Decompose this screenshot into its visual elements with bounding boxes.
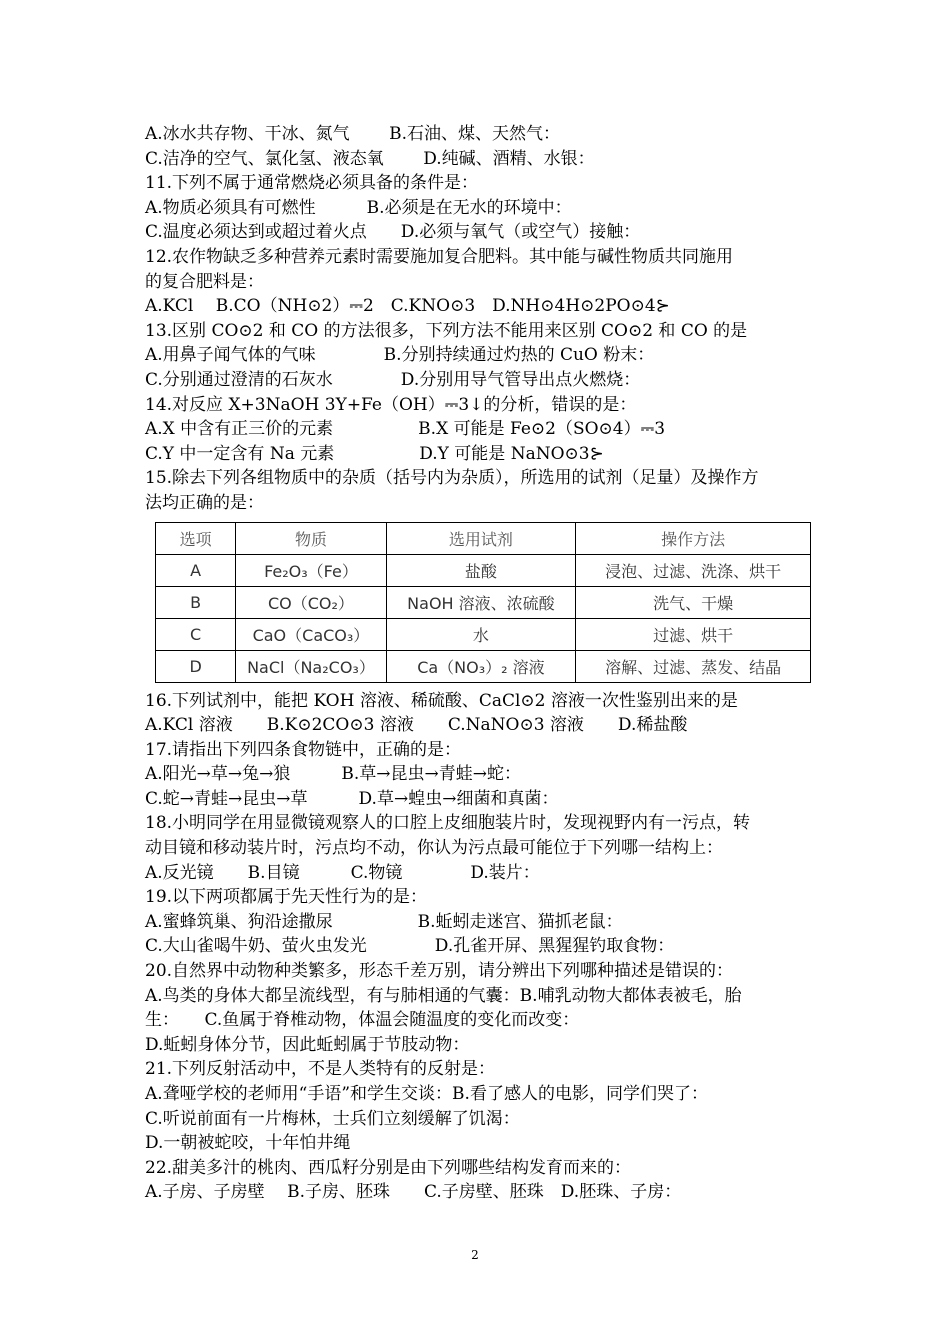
table-cell: B [156,586,236,618]
table-row [156,554,811,586]
text-line: A.鸟类的身体大都呈流线型，有与肺相通的气囊：B.哺乳动物大都体表被毛，胎 [145,985,742,1006]
text-line: 17.请指出下列四条食物链中，正确的是： [145,739,462,760]
text-line: C.大山雀喝牛奶、萤火虫发光 D.孔雀开屏、黑猩猩钓取食物： [145,936,675,957]
text-line: A.聋哑学校的老师用“手语”和学生交谈：B.看了感人的电影，同学们哭了： [145,1084,708,1104]
table-cell: 过滤、烘干 [576,618,811,650]
text-line: C.温度必须达到或超过着火点 D.必须与氧气（或空气）接触： [145,222,641,243]
text-line: 20.自然界中动物种类繁多，形态千差万别，请分辨出下列哪种描述是错误的： [145,961,734,982]
table-header-cell: 操作方法 [576,522,811,554]
text-line: 22.甜美多汁的桃肉、西瓜籽分别是由下列哪些结构发育而来的： [145,1157,632,1178]
text-line: A.用鼻子闻气体的气味 B.分别持续通过灼热的 CuO 粉末： [145,345,655,366]
table-header-cell: 物质 [236,522,386,554]
text-line: A.阳光→草→兔→狼 B.草→昆虫→青蛙→蛇： [145,764,522,785]
table-cell: NaOH 溶液、浓硫酸 [386,586,576,618]
text-line: 21.下列反射活动中，不是人类特有的反射是： [145,1059,496,1080]
text-line: C.分别通过澄清的石灰水 D.分别用导气管导出点火燃烧： [145,369,641,390]
table-cell: CaO（CaCO₃） [236,618,386,650]
table-header-row [156,522,811,554]
table-cell: 浸泡、过滤、洗涤、烘干 [576,554,811,586]
table-cell: 水 [386,618,576,650]
table-header-cell: 选项 [156,522,236,554]
table-header-cell: 选用试剂 [386,522,576,554]
text-line: A.子房、子房壁 B.子房、胚珠 C.子房壁、胚珠 D.胚珠、子房： [145,1182,682,1203]
text-line: 14.对反应 X+3NaOH 3Y+Fe（OH）⎓3↓的分析，错误的是： [145,394,637,415]
text-line: 11.下列不属于通常燃烧必须具备的条件是： [145,173,479,194]
text-line: 15.除去下列各组物质中的杂质（括号内为杂质），所选用的试剂（足量）及操作方 [145,468,759,489]
text-line: 13.区别 CO⊙2 和 CO 的方法很多，下列方法不能用来区别 CO⊙2 和 CO 的是 [145,320,748,341]
text-line: C.听说前面有一片梅林，士兵们立刻缓解了饥渴： [145,1108,520,1129]
text-line: D.一朝被蛇咬，十年怕井绳 [145,1133,351,1154]
document-content [145,122,815,1205]
table-cell: Ca（NO₃）₂ 溶液 [386,650,576,682]
text-line: D.蚯蚓身体分节，因此蚯蚓属于节肢动物： [145,1034,470,1055]
text-line: 生： C.鱼属于脊椎动物，体温会随温度的变化而改变： [145,1010,580,1031]
text-line: A.冰水共存物、干冰、氮气 B.石油、煤、天然气： [145,124,560,144]
text-line: C.蛇→青蛙→昆虫→草 D.草→蝗虫→细菌和真菌： [145,788,559,809]
text-line: 12.农作物缺乏多种营养元素时需要施加复合肥料。其中能与碱性物质共同施用 [145,246,734,267]
table-cell: 洗气、干燥 [576,586,811,618]
text-line: A.KCl 溶液 B.K⊙2CO⊙3 溶液 C.NaNO⊙3 溶液 D.稀盐酸 [145,715,688,736]
table-cell: A [156,554,236,586]
table-cell: C [156,618,236,650]
table-row [156,586,811,618]
table-cell: D [156,650,236,682]
text-line: A.蜜蜂筑巢、狗沿途撒尿 B.蚯蚓走迷宫、猫抓老鼠： [145,911,623,932]
text-line: C.Y 中一定含有 Na 元素 D.Y 可能是 NaNO⊙3⊱ [145,443,604,464]
text-line: A.物质必须具有可燃性 B.必须是在无水的环境中： [145,197,572,218]
text-line: C.洁净的空气、氯化氢、液态氧 D.纯碱、酒精、水银： [145,148,595,169]
table-row [156,618,811,650]
text-line: 18.小明同学在用显微镜观察人的口腔上皮细胞装片时，发现视野内有一污点，转 [145,813,751,834]
page-number: 2 [471,1248,479,1262]
text-line: 法均正确的是： [145,492,264,513]
text-line: 动目镜和移动装片时，污点均不动，你认为污点最可能位于下列哪一结构上： [145,838,723,859]
text-line: 16.下列试剂中，能把 KOH 溶液、稀硫酸、CaCl⊙2 溶液一次性鉴别出来的是 [145,690,738,711]
table-cell: NaCl（Na₂CO₃） [236,650,386,682]
text-line: A.KCl B.CO（NH⊙2）⎓2 C.KNO⊙3 D.NH⊙4H⊙2PO⊙4⊱ [145,296,670,317]
table-cell: 溶解、过滤、蒸发、结晶 [576,650,811,682]
text-line: 19.以下两项都属于先天性行为的是： [145,887,428,908]
text-line: 的复合肥料是： [145,271,264,292]
table-cell: CO（CO₂） [236,586,386,618]
question-block-bottom [145,689,815,1205]
question-block-top [145,122,815,516]
text-line: A.X 中含有正三价的元素 B.X 可能是 Fe⊙2（SO⊙4）⎓3 [145,419,666,440]
text-line: A.反光镜 B.目镜 C.物镜 D.装片： [145,862,540,883]
answer-table [155,522,811,683]
table-row [156,650,811,682]
table-cell: Fe₂O₃（Fe） [236,554,386,586]
table-cell: 盐酸 [386,554,576,586]
